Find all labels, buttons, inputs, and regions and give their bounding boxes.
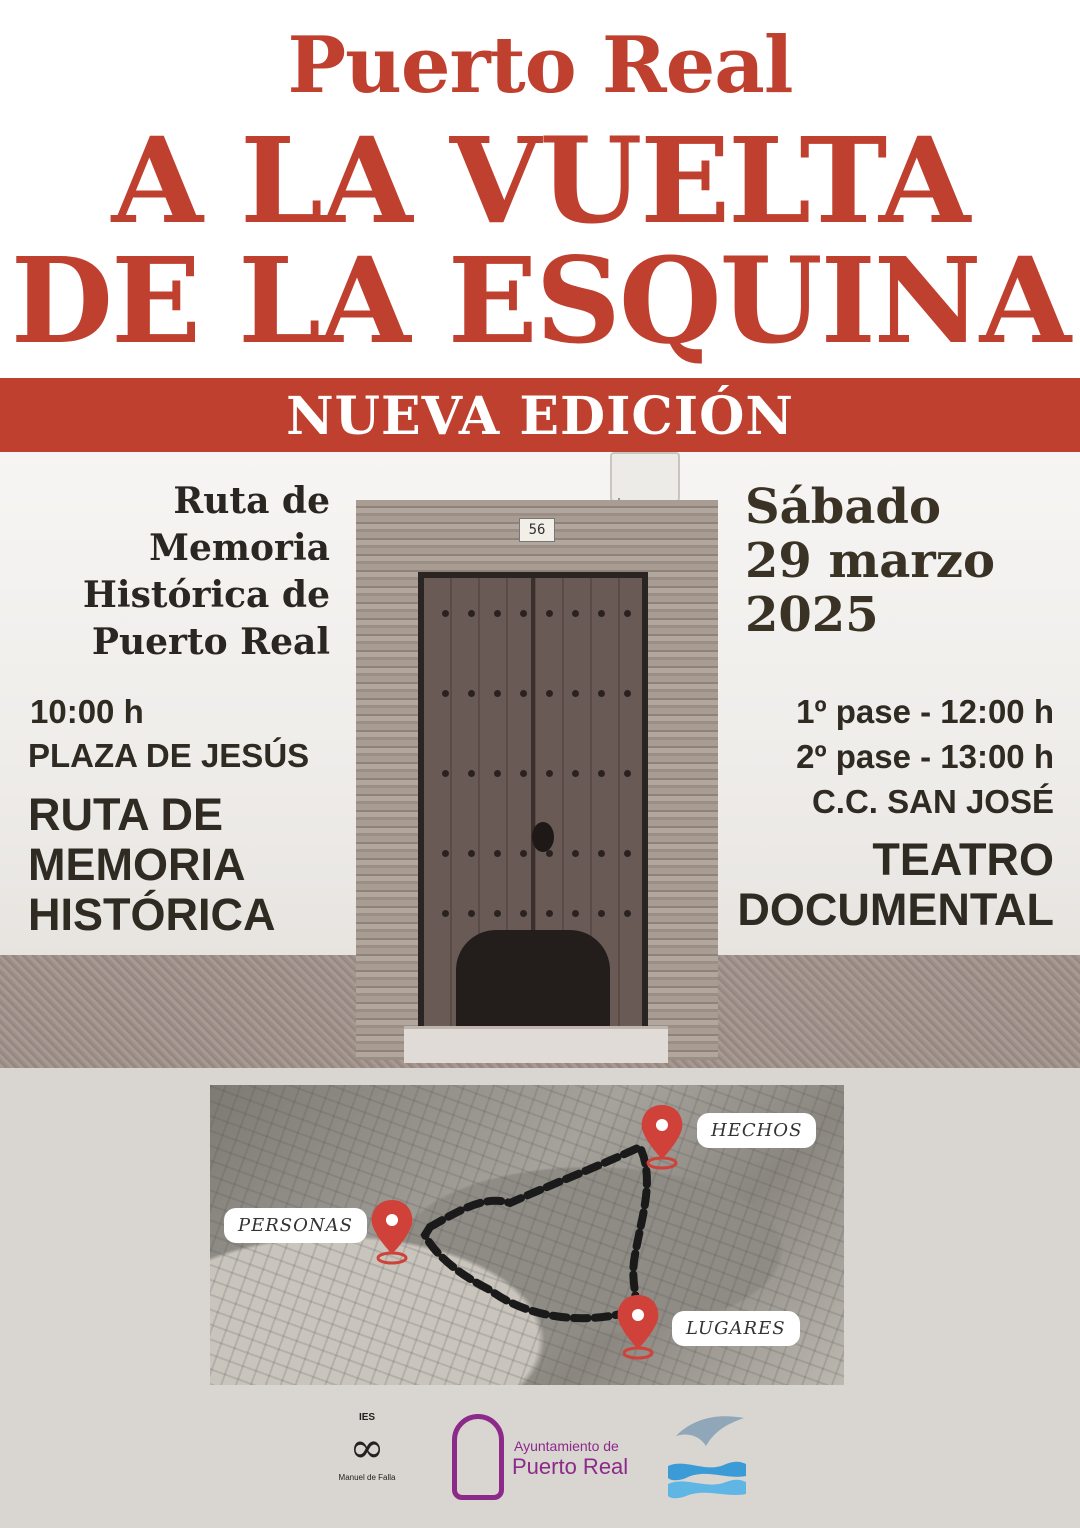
door-stud <box>624 690 631 697</box>
wave-icon <box>668 1480 746 1499</box>
ruta-line: Ruta de <box>173 480 330 522</box>
door-knocker-icon <box>532 822 554 852</box>
ayuntamiento-line1: Ayuntamiento de <box>514 1438 619 1454</box>
route-path <box>425 1147 647 1318</box>
door-stud <box>572 690 579 697</box>
glasses-icon: ∞ <box>349 1423 385 1472</box>
door-stud <box>494 690 501 697</box>
door-number: 56 <box>519 518 555 542</box>
door-stud <box>468 850 475 857</box>
door-stud <box>520 770 527 777</box>
door-stud <box>598 770 605 777</box>
edition-label: NUEVA EDICIÓN <box>286 386 794 447</box>
door-stud <box>572 770 579 777</box>
door-stud <box>546 610 553 617</box>
date-line: Sábado <box>745 479 942 535</box>
door-stud <box>494 850 501 857</box>
date-line: 29 marzo <box>745 533 995 589</box>
door-stud <box>624 910 631 917</box>
left-time: 10:00 h <box>30 693 144 730</box>
door-stud <box>624 770 631 777</box>
door-stud <box>468 610 475 617</box>
main-title-line1: A LA VUELTA <box>111 111 969 250</box>
door-stud <box>520 610 527 617</box>
door-step <box>404 1026 668 1063</box>
door-stud <box>494 910 501 917</box>
ayuntamiento-line2: Puerto Real <box>512 1454 629 1479</box>
door-stud <box>468 910 475 917</box>
brand-title: Puerto Real <box>287 20 793 111</box>
door-stud <box>546 910 553 917</box>
door-stud <box>546 770 553 777</box>
door-stud <box>624 850 631 857</box>
ies-label: IES <box>358 1412 376 1423</box>
left-activity-type <box>28 790 276 940</box>
door-stud <box>598 910 605 917</box>
map-label-personas: PERSONAS <box>224 1208 367 1243</box>
ruta-line: Memoria <box>149 527 330 569</box>
door-stud <box>624 610 631 617</box>
door-stud <box>598 690 605 697</box>
right-type-line: DOCUMENTAL <box>737 884 1054 935</box>
route-map <box>210 1085 844 1385</box>
session-2: 2º pase - 13:00 h <box>796 738 1054 775</box>
door-stud <box>572 850 579 857</box>
door-lower-arch <box>456 930 610 1026</box>
left-place: PLAZA DE JESÚS <box>28 737 310 774</box>
map-label-lugares: LUGARES <box>672 1311 800 1346</box>
door-stud <box>546 850 553 857</box>
door-stud <box>572 610 579 617</box>
door-stud <box>442 690 449 697</box>
map-pin-icon <box>618 1295 659 1358</box>
session-1: 1º pase - 12:00 h <box>796 693 1054 730</box>
right-activity-type <box>737 835 1054 935</box>
door-stud <box>442 910 449 917</box>
wave-icon <box>668 1462 746 1481</box>
door-stud <box>546 690 553 697</box>
door-stud <box>494 610 501 617</box>
venue: C.C. SAN JOSÉ <box>811 783 1054 820</box>
edition-band <box>0 378 1080 452</box>
map-label-hechos: HECHOS <box>697 1113 816 1148</box>
ruta-title <box>20 478 330 666</box>
right-type-line: TEATRO <box>872 834 1054 885</box>
main-title-line2: DE LA ESQUINA <box>10 231 1070 370</box>
electrical-box <box>610 452 680 502</box>
logo-sea-bird <box>666 1406 746 1506</box>
door-stud <box>442 850 449 857</box>
bird-icon <box>676 1416 744 1446</box>
door-stud <box>520 850 527 857</box>
door-stud <box>442 610 449 617</box>
door-stud <box>520 690 527 697</box>
door-stud <box>598 850 605 857</box>
door-stud <box>468 770 475 777</box>
ayuntamiento-emblem-icon <box>452 1414 504 1500</box>
ies-name: Manuel de Falla <box>338 1473 396 1482</box>
door-stud <box>494 770 501 777</box>
event-date <box>745 480 1065 642</box>
door-stud <box>572 910 579 917</box>
left-type-line: HISTÓRICA <box>28 889 276 940</box>
logo-ayuntamiento <box>452 1410 642 1506</box>
ruta-line: Histórica de <box>82 574 330 616</box>
ruta-line: Puerto Real <box>91 621 330 663</box>
date-line: 2025 <box>745 587 879 643</box>
door-stud <box>468 690 475 697</box>
door-stud <box>598 610 605 617</box>
left-type-line: RUTA DE <box>28 789 223 840</box>
door-stud <box>520 910 527 917</box>
left-type-line: MEMORIA <box>28 839 246 890</box>
logo-ies <box>327 1412 407 1498</box>
door-stud <box>442 770 449 777</box>
map-pin-icon <box>372 1200 413 1263</box>
